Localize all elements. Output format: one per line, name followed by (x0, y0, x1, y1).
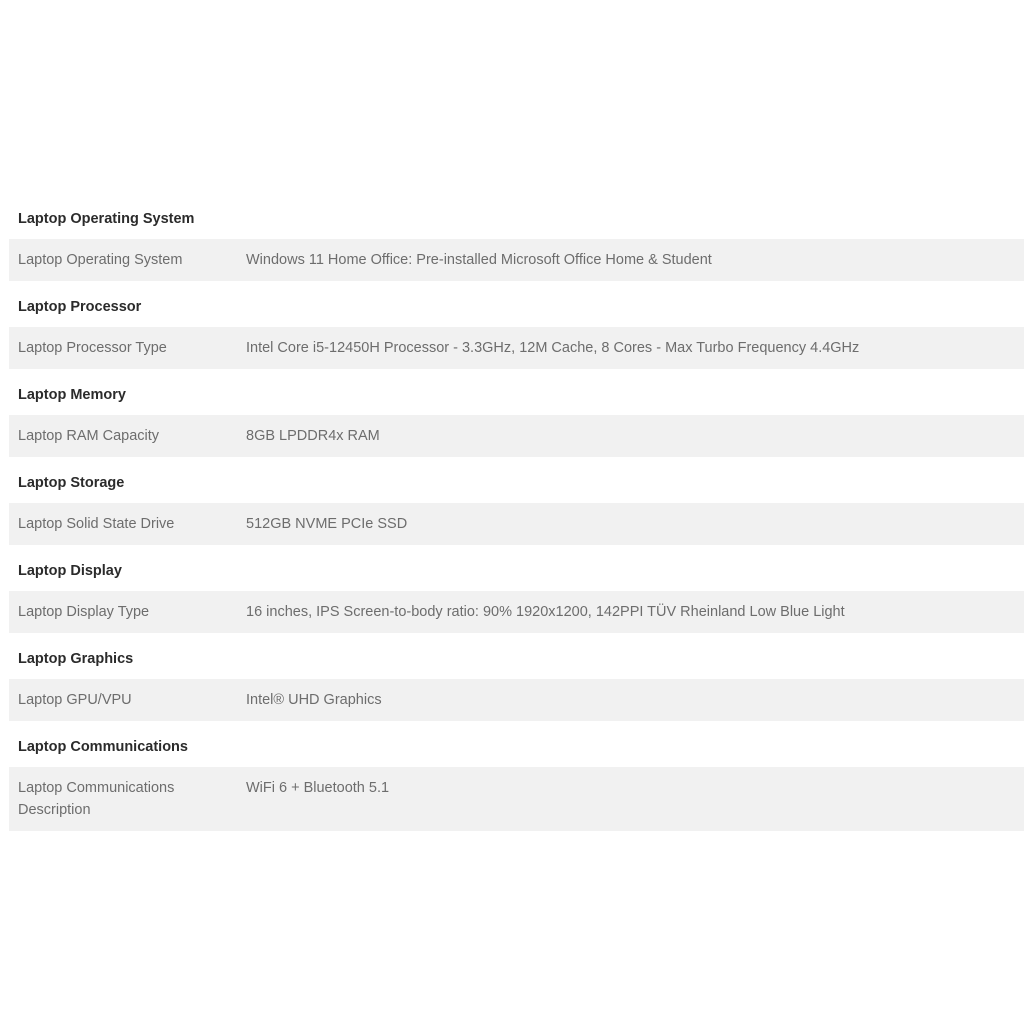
spec-label: Laptop Display Type (18, 604, 150, 620)
section-title: Laptop Communications (18, 739, 188, 755)
spec-value: Intel Core i5-12450H Processor - 3.3GHz, 12M Cache, 8 Cores - Max Turbo Frequency 4.4GHz (246, 340, 860, 356)
spec-section-communications (9, 727, 1024, 831)
spec-row (9, 591, 1024, 633)
spec-section-graphics (9, 639, 1024, 721)
spec-section-storage (9, 463, 1024, 545)
section-title: Laptop Display (18, 563, 122, 579)
spec-label: Laptop Processor Type (18, 340, 167, 356)
spec-row (9, 679, 1024, 721)
spec-section-operating-system (9, 199, 1024, 281)
spec-row (9, 415, 1024, 457)
spec-table (9, 199, 1024, 837)
section-title: Laptop Operating System (18, 211, 195, 227)
section-title: Laptop Processor (18, 299, 142, 315)
spec-value: 16 inches, IPS Screen-to-body ratio: 90% 1920x1200, 142PPI TÜV Rheinland Low Blue Light (246, 604, 845, 620)
spec-value: Windows 11 Home Office: Pre-installed Microsoft Office Home & Student (246, 252, 712, 268)
spec-section-display (9, 551, 1024, 633)
spec-label: Laptop RAM Capacity (18, 428, 160, 444)
spec-section-processor (9, 287, 1024, 369)
section-title: Laptop Storage (18, 475, 125, 491)
spec-section-memory (9, 375, 1024, 457)
spec-value: 8GB LPDDR4x RAM (246, 428, 380, 444)
section-title: Laptop Memory (18, 387, 126, 403)
spec-label: Laptop Communications Description (18, 780, 175, 818)
spec-value: 512GB NVME PCIe SSD (246, 516, 408, 532)
spec-label: Laptop Solid State Drive (18, 516, 175, 532)
spec-row (9, 503, 1024, 545)
spec-row (9, 327, 1024, 369)
spec-row (9, 767, 1024, 831)
spec-label: Laptop GPU/VPU (18, 692, 132, 708)
spec-row (9, 239, 1024, 281)
spec-value: WiFi 6 + Bluetooth 5.1 (246, 780, 390, 796)
section-title: Laptop Graphics (18, 651, 134, 667)
spec-value: Intel® UHD Graphics (246, 692, 382, 708)
spec-label: Laptop Operating System (18, 252, 183, 268)
